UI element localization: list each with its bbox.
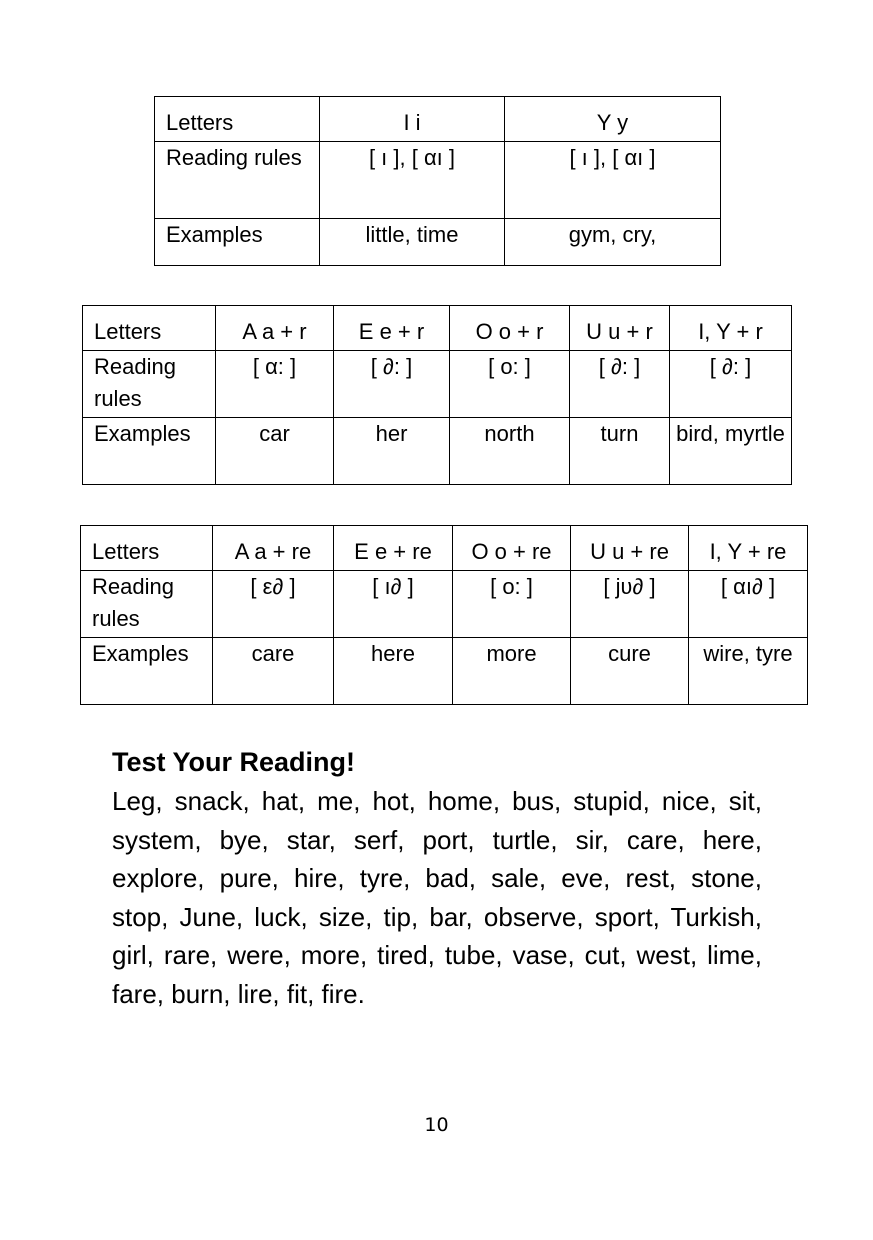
table-cell: turn	[570, 418, 670, 485]
table-cell: [ α: ]	[216, 351, 334, 418]
table-cell: her	[334, 418, 450, 485]
table-cell: O o + r	[450, 306, 570, 351]
table-cell: Letters	[83, 306, 216, 351]
table-cell: Reading rules	[81, 571, 213, 638]
table-cell: U u + re	[571, 526, 689, 571]
table-cell: [ o: ]	[453, 571, 571, 638]
table-cell: I, Y + r	[670, 306, 792, 351]
table-cell: [ ε∂ ]	[213, 571, 334, 638]
reading-rules-table-re	[80, 525, 808, 705]
table-cell: E e + re	[334, 526, 453, 571]
table-cell: [ ı ], [ αı ]	[320, 142, 505, 219]
section-title: Test Your Reading!	[112, 747, 356, 777]
table-cell: A a + r	[216, 306, 334, 351]
table-cell: Reading rules	[83, 351, 216, 418]
table-cell: care	[213, 638, 334, 705]
table-row-reading-rules	[81, 571, 808, 638]
table-cell: [ ı∂ ]	[334, 571, 453, 638]
test-your-reading-section	[112, 742, 762, 1014]
table-cell: little, time	[320, 219, 505, 266]
table-cell: [ αı∂ ]	[689, 571, 808, 638]
page-number: 10	[424, 1114, 449, 1136]
table-cell: [ jʋ∂ ]	[571, 571, 689, 638]
table-cell: O o + re	[453, 526, 571, 571]
table-cell: A a + re	[213, 526, 334, 571]
table-cell: Examples	[81, 638, 213, 705]
table-row-reading-rules	[83, 351, 792, 418]
table-cell: gym, cry,	[505, 219, 721, 266]
table-cell: Examples	[155, 219, 320, 266]
table-row-letters	[83, 306, 792, 351]
table-row-letters	[81, 526, 808, 571]
word-list-paragraph: Leg, snack, hat, me, hot, home, bus, stupid, nice, sit, system, bye, star, serf, port, turtle, sir, care, here, explore, pure, hire, tyre, bad, sale, eve, rest, stone, stop, June, luck, size, tip, bar, observe, sport, Turkish, girl, rare, were, more, tired, tube, vase, cut, west, lime, fare, burn, lire, fit, fire.	[112, 786, 762, 1009]
table-row-reading-rules	[155, 142, 721, 219]
table-cell: [ ∂: ]	[570, 351, 670, 418]
table-cell: bird, myrtle	[670, 418, 792, 485]
table-cell: cure	[571, 638, 689, 705]
table-row-examples	[81, 638, 808, 705]
table-cell: I, Y + re	[689, 526, 808, 571]
table-cell: [ o: ]	[450, 351, 570, 418]
table-cell: here	[334, 638, 453, 705]
table-cell: Examples	[83, 418, 216, 485]
table-row-examples	[83, 418, 792, 485]
table-cell: U u + r	[570, 306, 670, 351]
table-cell: [ ∂: ]	[334, 351, 450, 418]
table-cell: car	[216, 418, 334, 485]
table-row-letters	[155, 97, 721, 142]
table-cell: more	[453, 638, 571, 705]
table-row-examples	[155, 219, 721, 266]
table-cell: north	[450, 418, 570, 485]
table-cell: Letters	[155, 97, 320, 142]
table-cell: I i	[320, 97, 505, 142]
table-cell: wire, tyre	[689, 638, 808, 705]
table-cell: Letters	[81, 526, 213, 571]
table-cell: Reading rules	[155, 142, 320, 219]
table-cell: [ ı ], [ αı ]	[505, 142, 721, 219]
table-cell: Y y	[505, 97, 721, 142]
table-cell: E e + r	[334, 306, 450, 351]
table-cell: [ ∂: ]	[670, 351, 792, 418]
reading-rules-table-r	[82, 305, 792, 485]
reading-rules-table-i-y	[154, 96, 721, 266]
